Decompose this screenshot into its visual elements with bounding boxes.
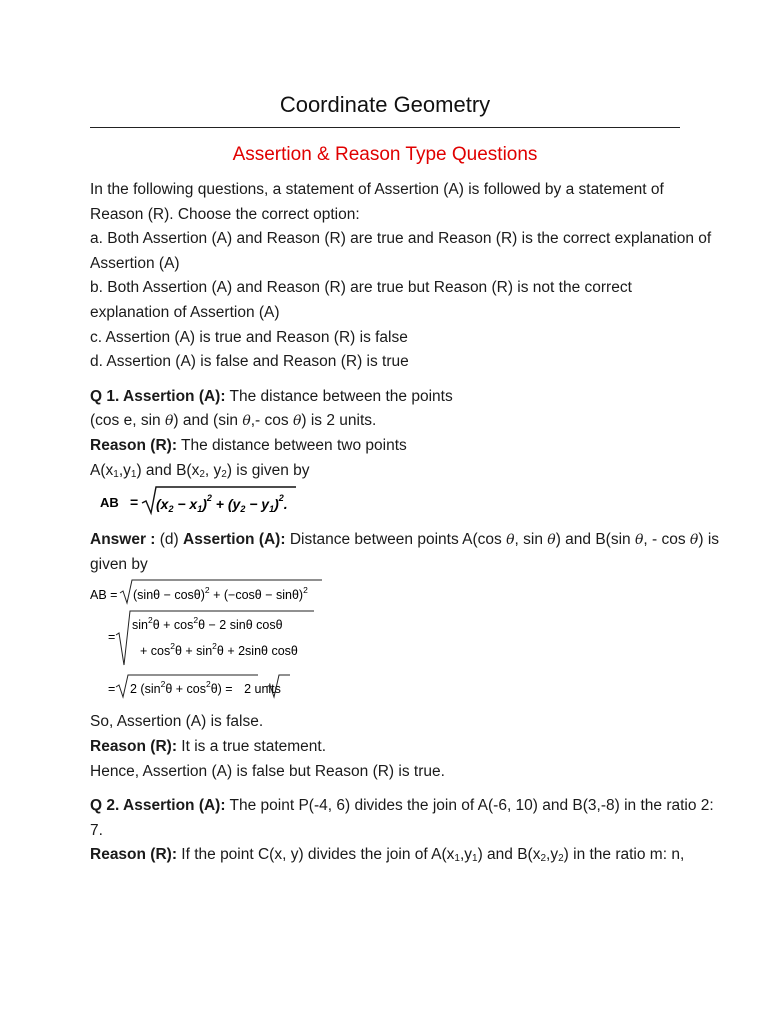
text: ) and B(x	[136, 461, 200, 479]
subscript: 2	[540, 853, 547, 865]
q1-assertion-line	[90, 385, 680, 410]
subscript: 1	[113, 468, 119, 480]
text: , sin	[514, 531, 548, 549]
theta-symbol: θ	[164, 413, 174, 430]
answer-line	[90, 528, 720, 553]
option-c: c. Assertion (A) is true and Reason (R) is false	[90, 328, 408, 346]
text: ,y	[546, 846, 559, 864]
section-subtitle: Assertion & Reason Type Questions	[232, 144, 538, 165]
q1-label: Q 1. Assertion (A):	[90, 387, 226, 405]
document-page	[90, 92, 720, 868]
text: ) and B(x	[477, 846, 541, 864]
distance-formula	[96, 485, 326, 517]
deriv-line-3: 2 $(\sin^2\theta + \cos^2\theta) = 2$ units	[130, 679, 281, 697]
formula-lhs: AB	[100, 495, 119, 511]
q2-label: Q 2. Assertion (A):	[90, 797, 226, 815]
final-conclusion-line: Hence, Assertion (A) is false but Reason (R) is true.	[90, 762, 445, 780]
text: ) is given by	[226, 461, 310, 479]
deriv-line-2-top: $\sin^2\theta + \cos^2\theta - 2$ sinθ cosθ	[132, 615, 283, 633]
text: ) in the ratio m: n,	[563, 846, 685, 864]
theta-symbol: θ	[634, 532, 644, 549]
text: ) is	[698, 531, 720, 549]
option-d: d. Assertion (A) is false and Reason (R) is true	[90, 353, 409, 371]
text: A(x	[90, 461, 114, 479]
q1-reason-points	[90, 459, 680, 484]
theta-symbol: θ	[547, 532, 556, 549]
q1-reason-line	[90, 434, 680, 459]
formula-body: $(x_2 - x_1)^2 + (y_2 - y_1)^2$.	[156, 493, 288, 515]
option-b: b. Both Assertion (A) and Reason (R) are true but Reason (R) is not the correct	[90, 279, 632, 297]
subscript: 1	[472, 853, 478, 865]
text: ) and (sin	[173, 412, 243, 430]
reason-text: It is a true statement.	[176, 737, 327, 755]
deriv-line-1: $(\sin\theta - \cos\theta)^2 + (-\cos\theta - \sin\theta)^2$	[133, 585, 308, 603]
theta-symbol: θ	[292, 413, 302, 430]
text: Distance between points A(cos	[285, 531, 507, 549]
text: , - cos	[643, 531, 690, 549]
deriv-line-2-bottom: + $\cos^2\theta + \sin^2\theta + 2\sin\theta$ cosθ	[140, 641, 298, 659]
subscript: 1	[454, 853, 460, 865]
intro-line: Reason (R). Choose the correct option:	[90, 205, 360, 223]
conclusion-line: So, Assertion (A) is false.	[90, 713, 264, 731]
reason-label: Reason (R):	[90, 737, 177, 755]
answer-option: (d)	[155, 531, 184, 549]
subscript: 2	[221, 468, 227, 480]
reason-label: Reason (R):	[90, 436, 177, 454]
option-b-cont: explanation of Assertion (A)	[90, 303, 280, 321]
theta-symbol: θ	[242, 413, 251, 430]
q1-assertion-text: The distance between the points	[225, 387, 453, 405]
theta-symbol: θ	[689, 532, 699, 549]
text: , y	[204, 461, 222, 479]
text: ) is 2 units.	[301, 412, 377, 430]
answer-line-cont: given by	[90, 555, 148, 573]
q2-reason-line	[90, 843, 685, 868]
text: ,y	[118, 461, 131, 479]
question-2	[90, 794, 714, 868]
option-a-cont: Assertion (A)	[90, 254, 180, 272]
theta-symbol: θ	[506, 532, 515, 549]
distance-derivation	[90, 577, 350, 705]
page-title: Coordinate Geometry	[90, 92, 680, 128]
subscript: 2	[199, 468, 205, 480]
instructions	[90, 178, 712, 375]
q1-assertion-points	[90, 409, 680, 434]
text: ,- cos	[250, 412, 293, 430]
subscript: 1	[130, 468, 137, 480]
q2-assertion-cont: 7.	[90, 821, 103, 839]
subscript: 2	[558, 853, 564, 865]
option-a: a. Both Assertion (A) and Reason (R) are true and Reason (R) is the correct explanation of	[90, 230, 712, 248]
deriv-lhs: AB =	[90, 588, 118, 603]
text: ) and B(sin	[555, 531, 635, 549]
text: ,y	[459, 846, 473, 864]
question-1	[90, 385, 720, 784]
reason-label: Reason (R):	[90, 846, 177, 864]
intro-line: In the following questions, a statement of Assertion (A) is followed by a statement of	[90, 181, 664, 198]
answer-label: Answer :	[90, 531, 156, 549]
q2-assertion-line	[90, 794, 714, 819]
formula-eq: =	[130, 494, 139, 511]
q2-assertion-text: The point P(-4, 6) divides the join of A(-6, 10) and B(3,-8) in the ratio 2:	[225, 797, 714, 815]
text: If the point C(x, y) divides the join of A(x	[176, 846, 455, 864]
reason-verdict-line	[90, 735, 680, 760]
deriv-eq: =	[108, 630, 116, 645]
deriv-eq: =	[108, 682, 116, 697]
text: (cos e, sin	[90, 412, 165, 430]
reason-text: The distance between two points	[176, 436, 407, 454]
answer-assertion-label: Assertion (A):	[183, 531, 286, 549]
